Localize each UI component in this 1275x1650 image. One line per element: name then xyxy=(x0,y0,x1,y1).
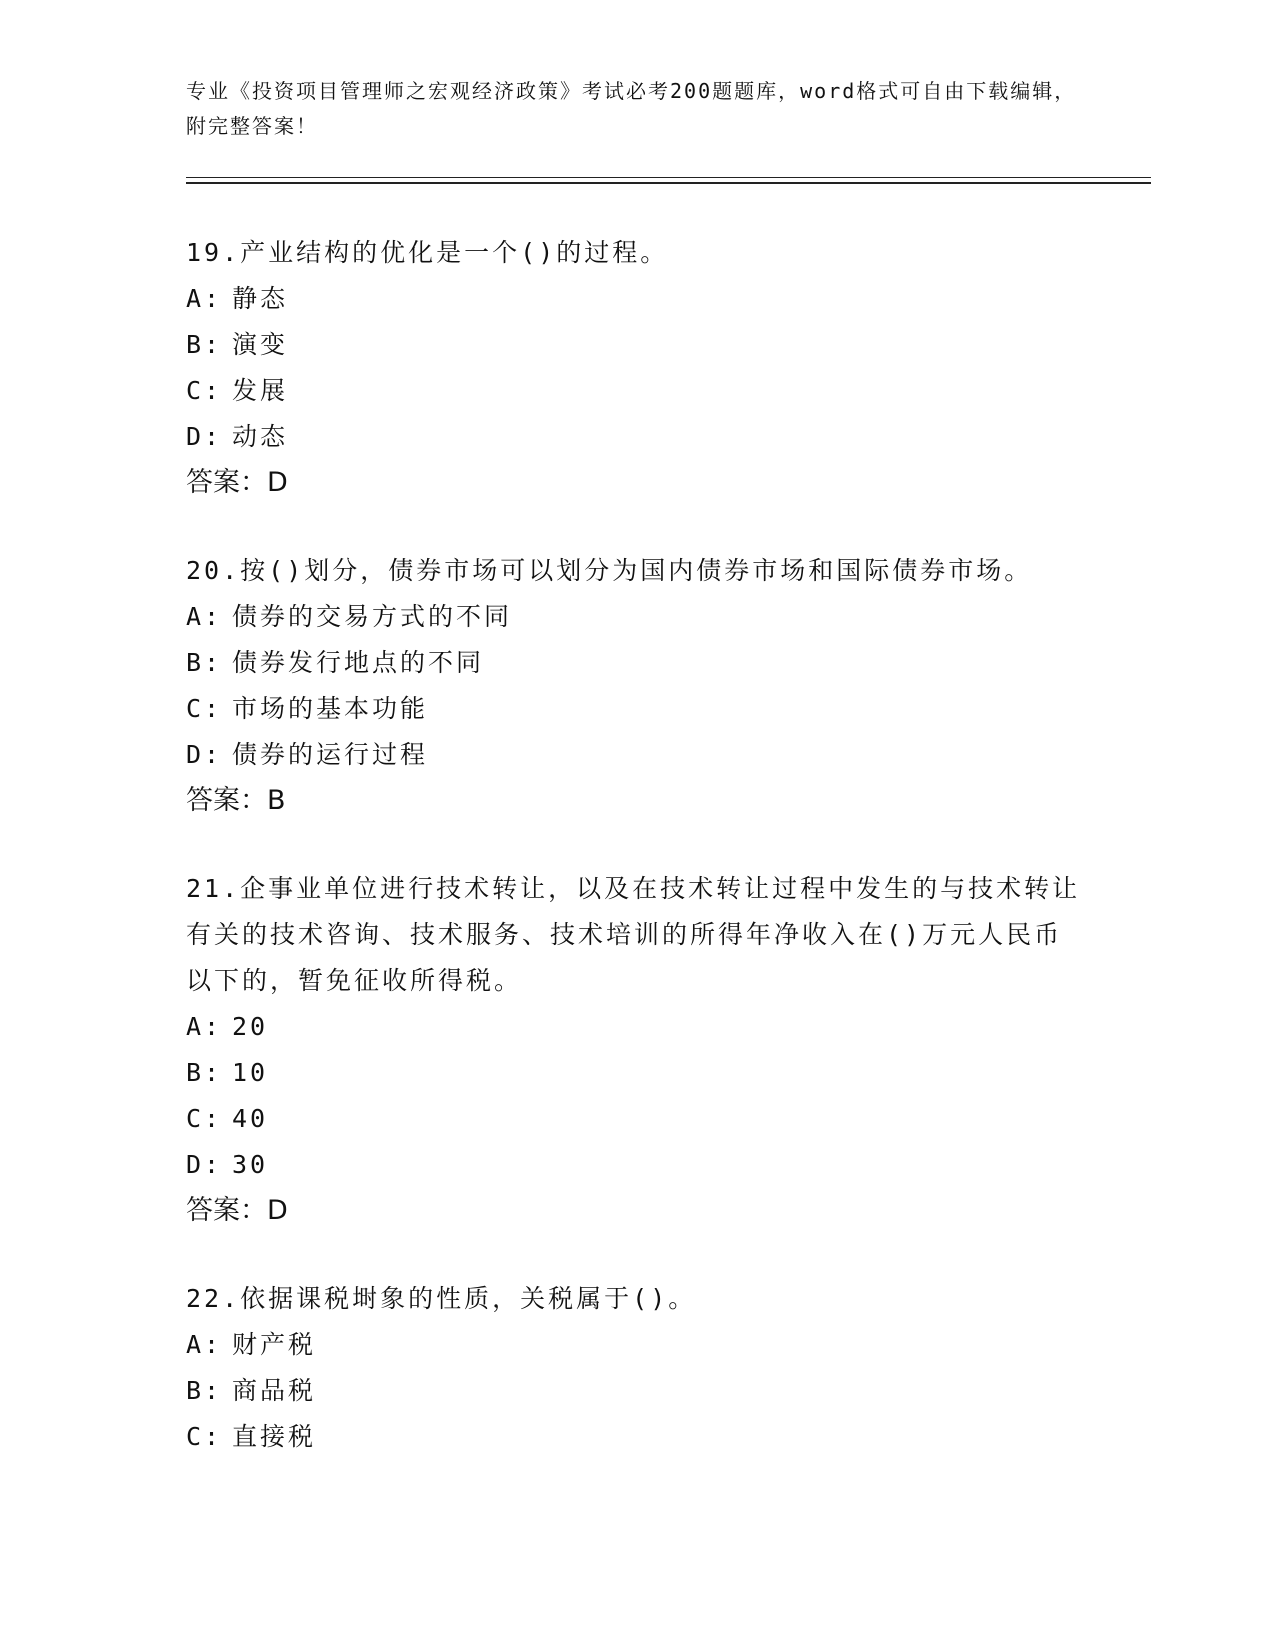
option-b xyxy=(186,1368,1086,1414)
option-text: 演变 xyxy=(232,330,289,359)
option-a xyxy=(186,276,1086,322)
option-text: 市场的基本功能 xyxy=(232,694,429,723)
answer-line: 答案：D xyxy=(186,1195,288,1226)
option-text: 发展 xyxy=(232,376,289,405)
option-text: 债券发行地点的不同 xyxy=(232,648,485,677)
header-text: 专业《投资项目管理师之宏观经济政策》考试必考200题题库，word格式可自由下载编辑，附完整答案！ xyxy=(186,79,1077,138)
option-letter: A: xyxy=(186,602,223,631)
option-text: 商品税 xyxy=(232,1376,317,1405)
option-c xyxy=(186,686,1086,732)
option-c xyxy=(186,368,1086,414)
option-letter: C: xyxy=(186,1422,223,1451)
question-20 xyxy=(186,548,1086,824)
question-21 xyxy=(186,866,1086,1234)
option-text: 直接税 xyxy=(232,1422,317,1451)
question-stem: 19.产业结构的优化是一个()的过程。 xyxy=(186,238,669,267)
answer-line: 答案：D xyxy=(186,467,288,498)
header-divider-thin xyxy=(186,177,1151,178)
option-letter: B: xyxy=(186,1376,223,1405)
question-stem: 20.按()划分，债券市场可以划分为国内债券市场和国际债券市场。 xyxy=(186,556,1033,585)
option-text: 财产税 xyxy=(232,1330,317,1359)
question-19 xyxy=(186,230,1086,506)
option-text: 动态 xyxy=(232,422,289,451)
question-stem: 21.企事业单位进行技术转让，以及在技术转让过程中发生的与技术转让有关的技术咨询、技术服务、技术培训的所得年净收入在()万元人民币以下的，暂免征收所得税。 xyxy=(186,874,1081,995)
option-letter: A: xyxy=(186,1330,223,1359)
option-a xyxy=(186,594,1086,640)
option-letter: D: xyxy=(186,1150,223,1179)
question-22 xyxy=(186,1276,1086,1460)
option-a xyxy=(186,1322,1086,1368)
option-c xyxy=(186,1414,1086,1460)
option-text: 40 xyxy=(232,1104,269,1133)
option-text: 30 xyxy=(232,1150,269,1179)
option-b xyxy=(186,1050,1086,1096)
option-letter: C: xyxy=(186,376,223,405)
option-text: 10 xyxy=(232,1058,269,1087)
option-text: 20 xyxy=(232,1012,269,1041)
question-stem: 22.依据课税埘象的性质，关税属于()。 xyxy=(186,1284,697,1313)
option-letter: D: xyxy=(186,740,223,769)
option-d xyxy=(186,414,1086,460)
option-letter: B: xyxy=(186,330,223,359)
option-letter: B: xyxy=(186,648,223,677)
option-text: 债券的运行过程 xyxy=(232,740,429,769)
option-text: 静态 xyxy=(232,284,289,313)
option-letter: C: xyxy=(186,1104,223,1133)
option-letter: D: xyxy=(186,422,223,451)
option-letter: C: xyxy=(186,694,223,723)
header-divider-thick xyxy=(186,182,1151,184)
option-a xyxy=(186,1004,1086,1050)
option-letter: A: xyxy=(186,1012,223,1041)
option-letter: A: xyxy=(186,284,223,313)
option-b xyxy=(186,640,1086,686)
option-text: 债券的交易方式的不同 xyxy=(232,602,513,631)
option-c xyxy=(186,1096,1086,1142)
answer-line: 答案：B xyxy=(186,785,286,816)
option-d xyxy=(186,1142,1086,1188)
option-letter: B: xyxy=(186,1058,223,1087)
option-b xyxy=(186,322,1086,368)
option-d xyxy=(186,732,1086,778)
document-header xyxy=(186,74,1086,144)
